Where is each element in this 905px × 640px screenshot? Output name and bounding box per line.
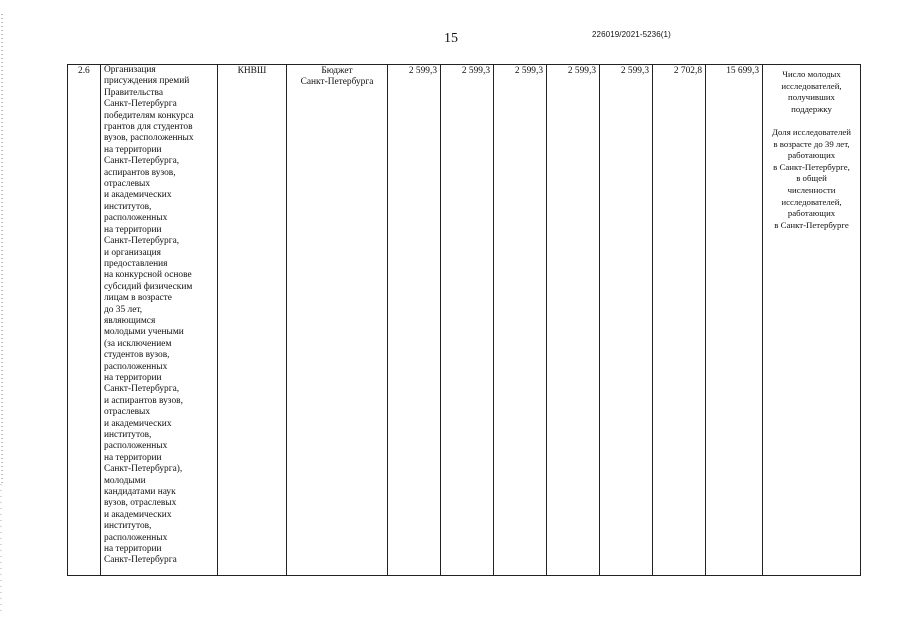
description-line: Санкт-Петербурга (104, 555, 177, 566)
description-line: на территории (104, 144, 162, 155)
funding-source-line: Бюджет (321, 66, 353, 76)
budget-table (67, 64, 861, 576)
description-line: Санкт-Петербурга), (104, 464, 183, 475)
description-line: субсидий физическим (104, 281, 193, 292)
indicator-line: в Санкт-Петербурге (774, 219, 849, 230)
row-number: 2.6 (68, 65, 101, 576)
description-line: и академических (104, 418, 172, 429)
description-line: грантов для студентов (104, 122, 193, 133)
value-cell: 2 599,3 (441, 65, 494, 576)
description-line: расположенных (104, 441, 168, 452)
description-line: Санкт-Петербурга (104, 99, 177, 110)
table-row (68, 65, 861, 576)
description-line: вузов, расположенных (104, 133, 194, 144)
description-line: победителям конкурса (104, 110, 194, 121)
funding-source-line: Санкт-Петербурга (300, 77, 374, 88)
indicator-line: получивших (788, 92, 835, 103)
description-line: молодыми (104, 475, 146, 486)
total-value-cell: 15 699,3 (706, 65, 763, 576)
description-line: отраслевых (104, 179, 151, 190)
indicator-line: работающих (787, 150, 836, 161)
description-line: (за исключением (104, 338, 172, 349)
indicator-line: исследователей, (781, 196, 842, 207)
description-line: молодыми учеными (104, 327, 184, 338)
description-line: институтов, (104, 430, 152, 440)
value-cell: 2 599,3 (547, 65, 600, 576)
description-line: институтов, (104, 201, 152, 212)
value-cell: 2 599,3 (388, 65, 441, 576)
description-line: Организация (104, 65, 156, 75)
description-line: предоставления (104, 258, 168, 269)
description-line: до 35 лет, (104, 304, 143, 315)
description-line: Правительства (104, 87, 163, 98)
indicator-line: поддержку (791, 103, 832, 114)
description-line: присуждения премий (104, 76, 190, 87)
description-line: и академических (104, 509, 172, 520)
description-line: на конкурсной основе (104, 270, 192, 281)
description-line: институтов, (104, 521, 152, 532)
indicator-line: исследователей, (781, 80, 842, 91)
description-line: являющимся (104, 315, 156, 326)
description-line: расположенных (104, 213, 168, 224)
description-line: вузов, отраслевых (104, 498, 177, 509)
value-cell: 2 599,3 (494, 65, 547, 576)
description-line: расположенных (104, 361, 168, 372)
document-id: 226019/2021-5236(1) (592, 30, 671, 39)
description-line: Санкт-Петербурга, (104, 156, 180, 167)
description-line: и организация (104, 247, 161, 258)
description-line: Санкт-Петербурга, (104, 384, 180, 395)
indicator-line: Число молодых (782, 69, 841, 79)
description-line: студентов вузов, (104, 350, 170, 361)
measure-description (101, 65, 218, 576)
description-line: лицам в возрасте (104, 293, 172, 304)
value-cell: 2 599,3 (600, 65, 653, 576)
page-number: 15 (444, 31, 458, 46)
description-line: кандидатами наук (104, 487, 176, 498)
indicator-line: численности (787, 184, 836, 195)
scan-edge-marks (0, 14, 6, 614)
description-line: расположенных (104, 532, 168, 543)
description-line: аспирантов вузов, (104, 167, 176, 178)
indicator-line: в возрасте до 39 лет, (773, 138, 850, 149)
value-cell: 2 702,8 (653, 65, 706, 576)
executor-cell: КНВШ (218, 65, 287, 576)
indicator-line: в общей (796, 173, 827, 184)
indicator-line: работающих (787, 208, 836, 219)
description-line: Санкт-Петербурга, (104, 236, 180, 247)
description-line: на территории (104, 372, 162, 383)
description-line: и аспирантов вузов, (104, 395, 183, 406)
description-line: на территории (104, 544, 162, 555)
funding-source (287, 65, 388, 576)
indicator-line: Доля исследователей (772, 126, 851, 137)
indicators-cell (763, 65, 861, 576)
description-line: и академических (104, 190, 172, 201)
description-line: на территории (104, 224, 162, 235)
description-line: на территории (104, 452, 162, 463)
indicator-line: в Санкт-Петербурге, (773, 161, 850, 172)
description-line: отраслевых (104, 407, 151, 418)
